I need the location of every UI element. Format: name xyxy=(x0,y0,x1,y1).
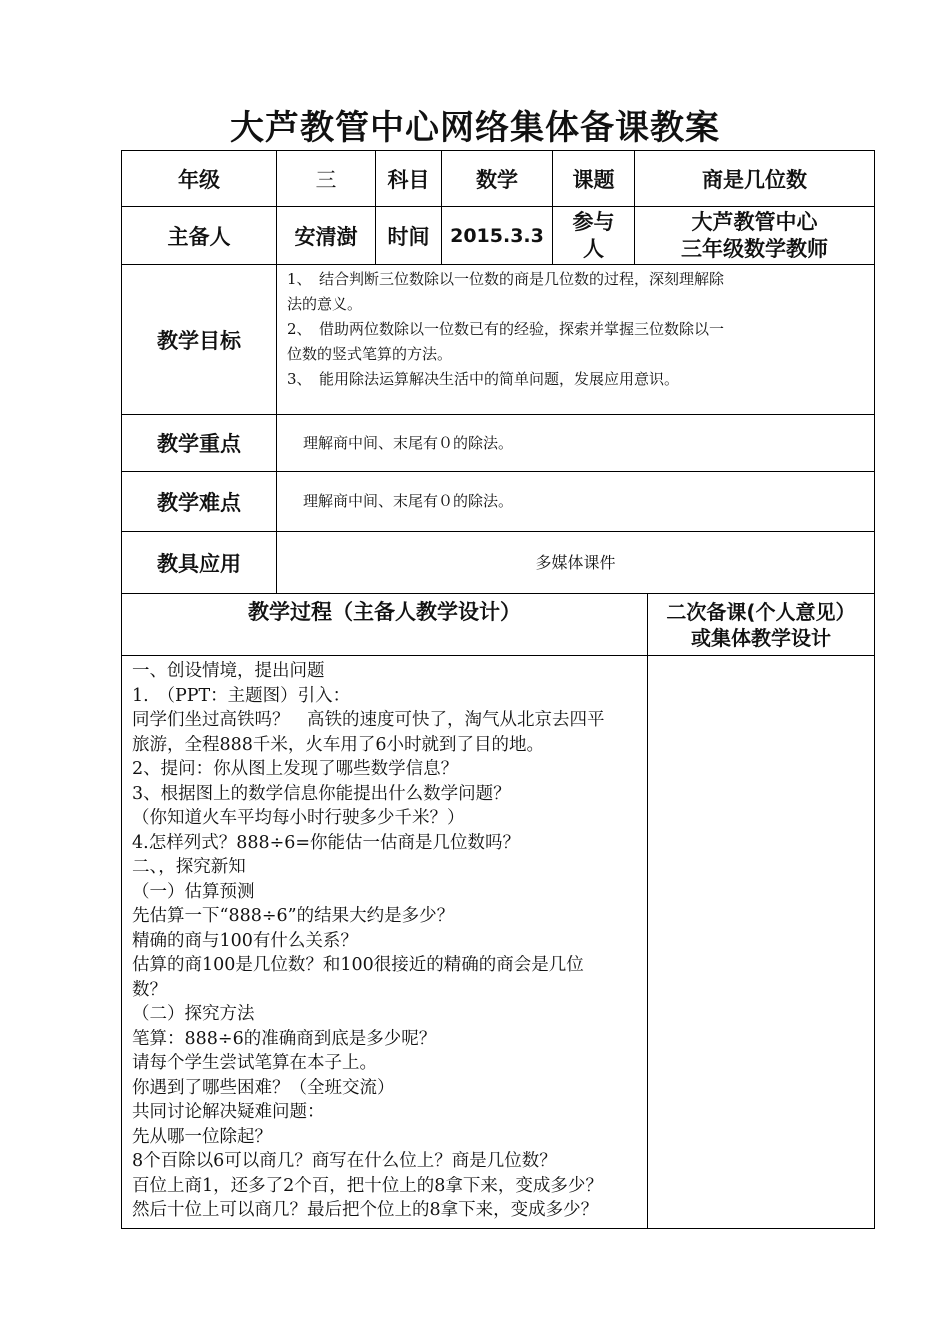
process-line: 然后十位上可以商几？最后把个位上的8拿下来，变成多少？ xyxy=(132,1200,599,1220)
process-line: 数？ xyxy=(132,979,167,1000)
process-header-right-line-1: 二次备课(个人意见） xyxy=(666,599,856,624)
participants-value xyxy=(634,206,875,265)
tools-label: 教具应用 xyxy=(121,531,277,594)
process-line: （你知道火车平均每小时行驶多少千米？） xyxy=(132,808,465,828)
goals-content xyxy=(276,264,875,415)
process-line: 3、根据图上的数学信息你能提出什么数学问题？ xyxy=(132,783,511,804)
participants-label-line-1: 参与 xyxy=(572,209,615,234)
second-preparation-column xyxy=(647,655,875,1229)
page-title: 大芦教管中心网络集体备课教案 xyxy=(230,108,720,148)
grade-label: 年级 xyxy=(121,150,277,207)
preparer-value: 安清澍 xyxy=(276,206,376,265)
process-line: 一、创设情境，提出问题 xyxy=(132,661,325,681)
process-line: （一）估算预测 xyxy=(132,881,255,902)
process-line: （二）探究方法 xyxy=(132,1004,255,1024)
time-value: 2015.3.3 xyxy=(441,206,553,265)
participants-label xyxy=(552,206,635,265)
process-header-right xyxy=(647,593,875,656)
tools-value: 多媒体课件 xyxy=(276,531,875,594)
participants-value-line-1: 大芦教管中心 xyxy=(691,209,818,234)
key-points-value: 理解商中间、末尾有０的除法。 xyxy=(276,414,875,472)
process-line: 你遇到了哪些困难？（全班交流） xyxy=(132,1077,395,1098)
process-line: 8个百除以6可以商几？商写在什么位上？商是几位数？ xyxy=(132,1151,557,1171)
process-line: 笔算：888÷6的准确商到底是多少呢？ xyxy=(132,1028,437,1049)
participants-label-line-2: 人 xyxy=(583,236,604,261)
process-line: 共同讨论解决疑难问题： xyxy=(132,1102,325,1122)
process-line: 同学们坐过高铁吗？ 高铁的速度可快了，淘气从北京去四平 xyxy=(132,710,605,730)
goal-line: 3、 能用除法运算解决生活中的简单问题，发展应用意识。 xyxy=(287,370,680,388)
process-line: 先估算一下“888÷6”的结果大约是多少？ xyxy=(132,906,455,926)
key-points-label: 教学重点 xyxy=(121,414,277,472)
process-line: 估算的商100是几位数？和100很接近的精确的商会是几位 xyxy=(132,955,584,975)
process-header-left-text: 教学过程（主备人教学设计） xyxy=(248,600,521,624)
subject-value: 数学 xyxy=(441,150,553,207)
process-line: 二、，探究新知 xyxy=(132,857,246,877)
goal-line: 1、 结合判断三位数除以一位数的商是几位数的过程，深刻理解除 xyxy=(287,270,725,288)
process-line: 2、提问：你从图上发现了哪些数学信息？ xyxy=(132,759,459,779)
process-line: 百位上商1，还多了2个百，把十位上的8拿下来，变成多少？ xyxy=(132,1175,603,1196)
difficulties-label: 教学难点 xyxy=(121,471,277,532)
topic-value: 商是几位数 xyxy=(634,150,875,207)
subject-label: 科目 xyxy=(375,150,442,207)
grade-value: 三 xyxy=(276,150,376,207)
topic-label: 课题 xyxy=(552,150,635,207)
process-content xyxy=(121,655,648,1229)
process-header-left xyxy=(121,593,648,656)
goals-label: 教学目标 xyxy=(121,264,277,415)
process-line: 旅游，全程888千米，火车用了6小时就到了目的地。 xyxy=(132,734,545,755)
participants-value-line-2: 三年级数学教师 xyxy=(681,236,828,261)
time-label: 时间 xyxy=(375,206,442,265)
goal-line: 位数的竖式笔算的方法。 xyxy=(287,345,453,363)
process-line: 请每个学生尝试笔算在本子上。 xyxy=(132,1053,377,1073)
goal-line: 法的意义。 xyxy=(287,295,363,313)
preparer-label: 主备人 xyxy=(121,206,277,265)
process-line: 1. （PPT：主题图）引入： xyxy=(132,685,351,706)
difficulties-value: 理解商中间、末尾有０的除法。 xyxy=(276,471,875,532)
process-line: 先从哪一位除起？ xyxy=(132,1126,272,1147)
process-header-right-line-2: 或集体教学设计 xyxy=(691,625,831,650)
process-line: 精确的商与100有什么关系？ xyxy=(132,930,358,951)
process-line: 4.怎样列式？888÷6=你能估一估商是几位数吗？ xyxy=(132,832,521,853)
goal-line: 2、 借助两位数除以一位数已有的经验，探索并掌握三位数除以一 xyxy=(287,320,725,338)
